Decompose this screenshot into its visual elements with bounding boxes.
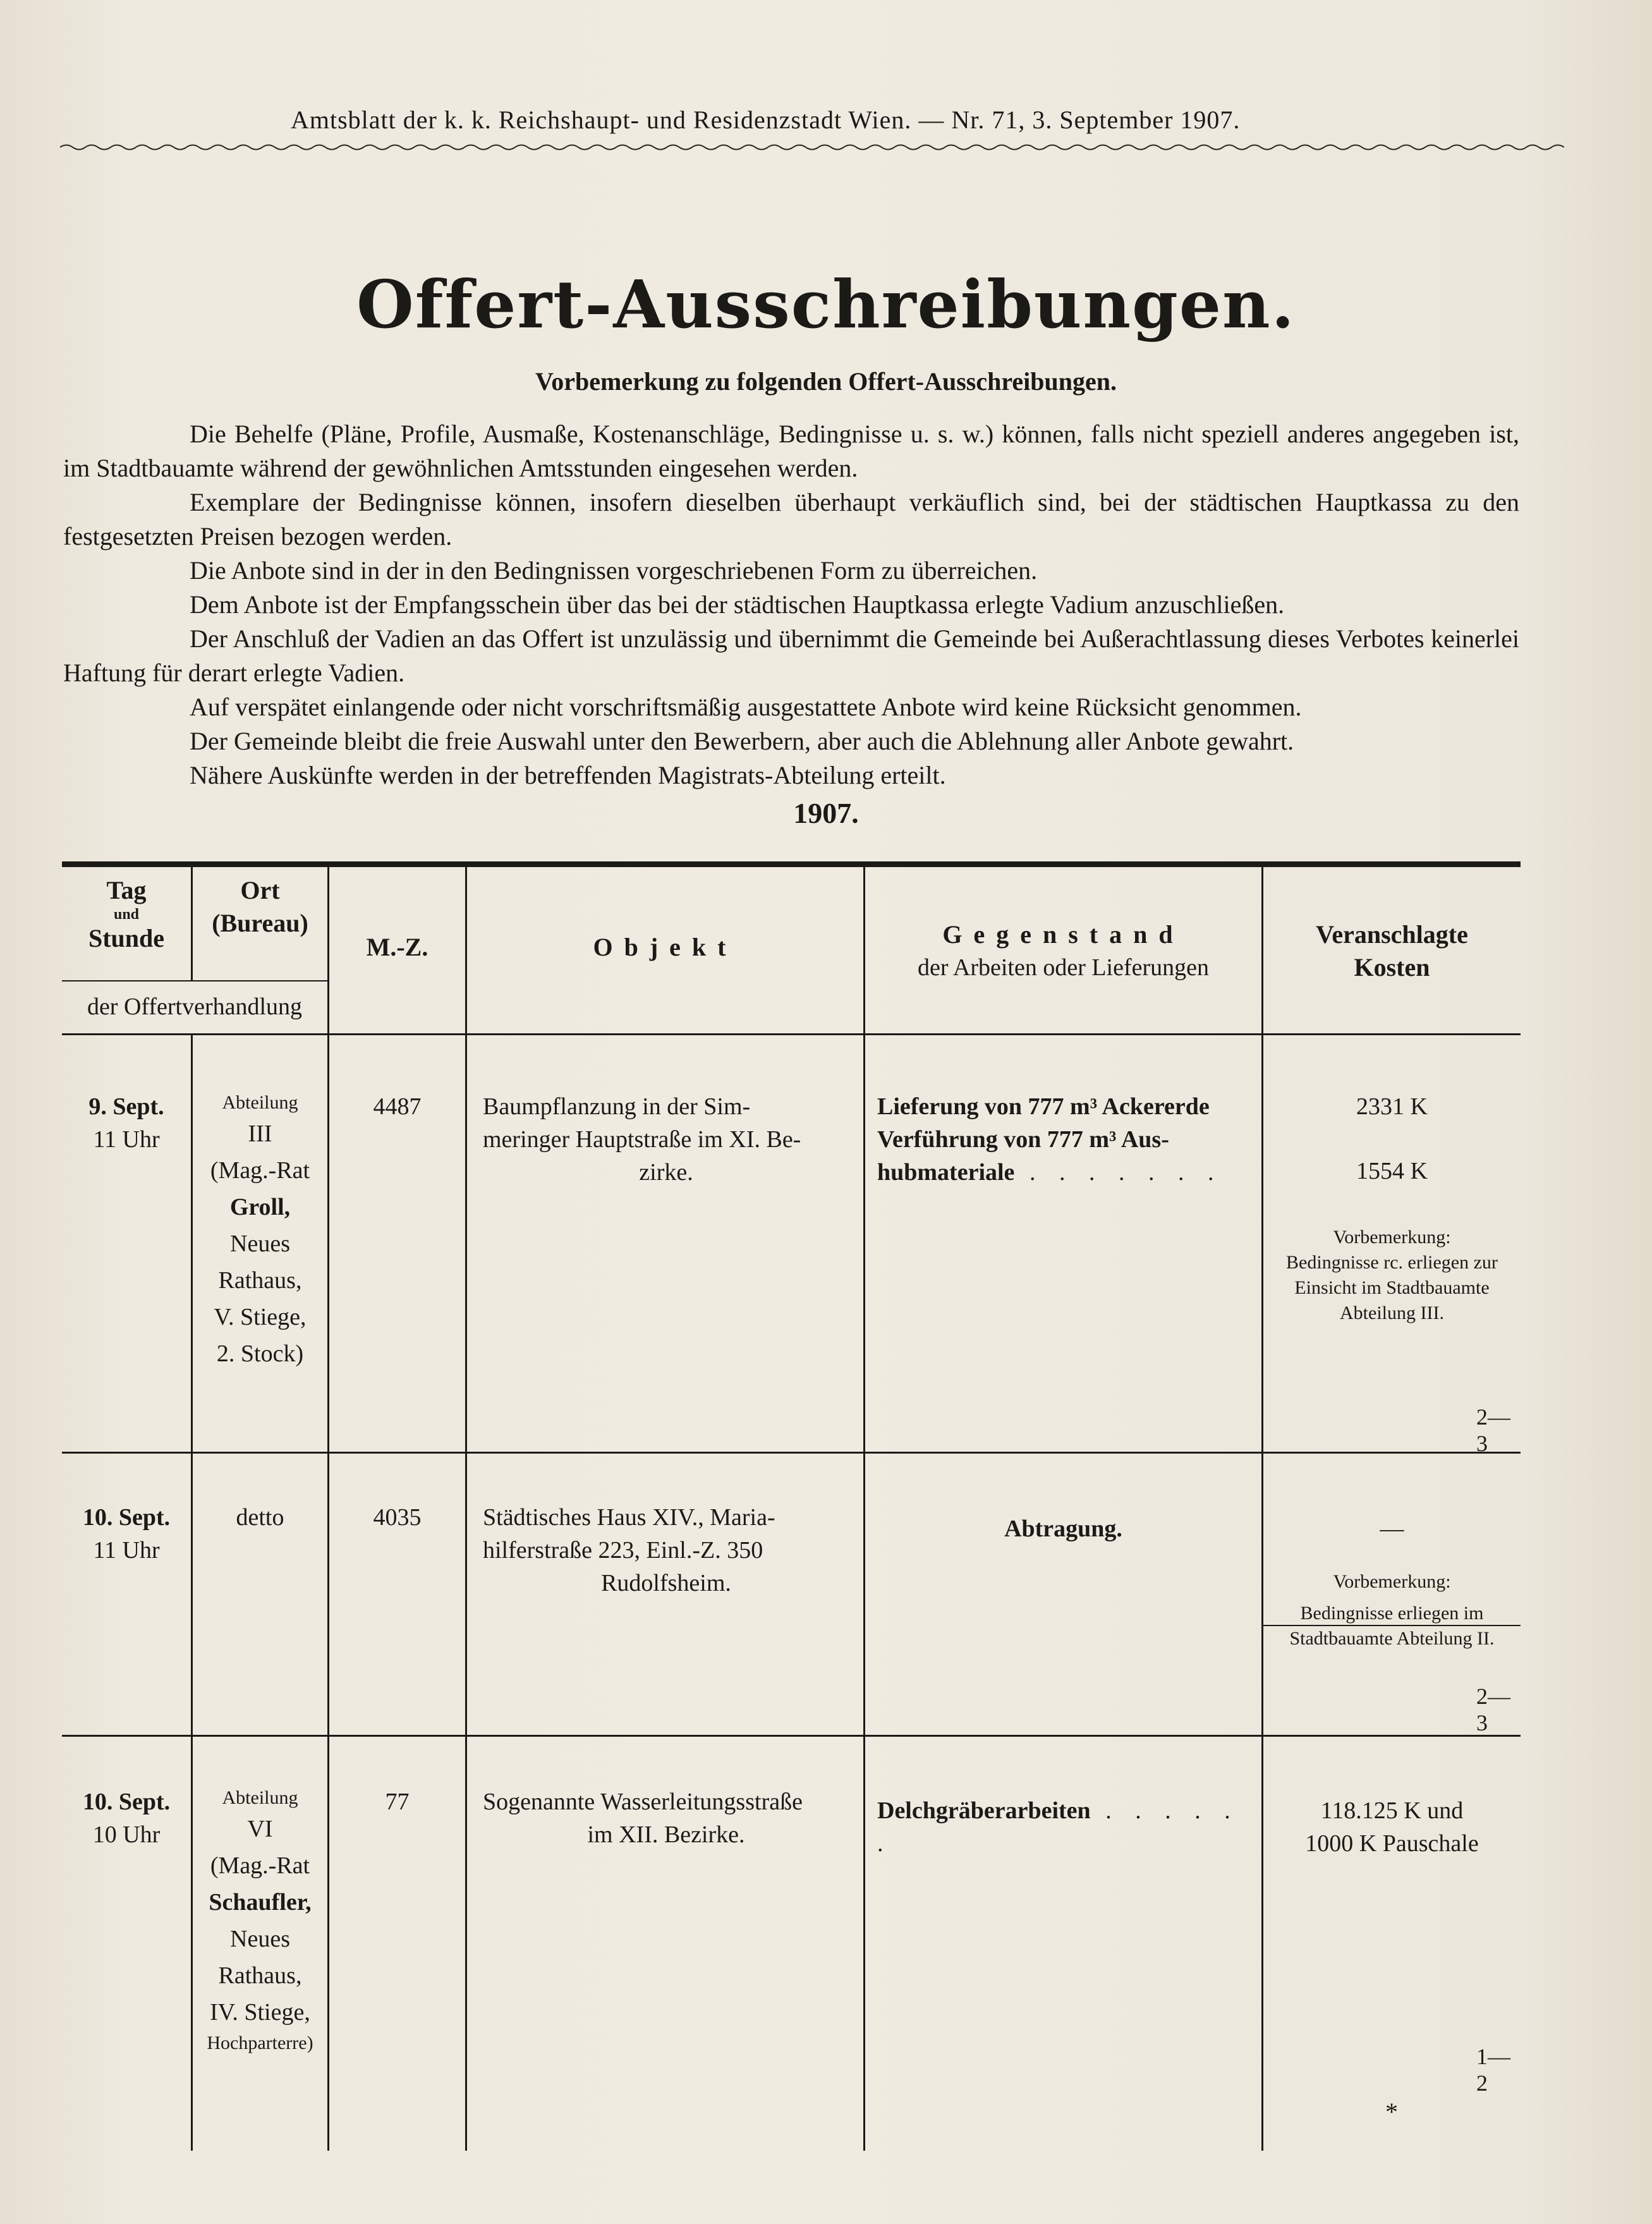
header-objekt: Objekt bbox=[593, 933, 738, 961]
objekt-line: Rudolfsheim. bbox=[601, 1570, 731, 1596]
ort-line: 2. Stock) bbox=[216, 1340, 304, 1367]
ort-line: Schaufler, bbox=[209, 1889, 312, 1916]
intro-paragraph: Die Behelfe (Pläne, Profile, Ausmaße, Kostenanschläge, Bedingnisse u. s. w.) können, falls nicht speziell anderes angegeben ist, im Stadtbauamte während der gewöhnlichen Amtsstunden eingesehen werden. bbox=[63, 420, 1519, 482]
page-subtitle: Vorbemerkung zu folgenden Offert-Ausschreibungen. bbox=[535, 367, 1117, 396]
table-row-note bbox=[1263, 1225, 1521, 1326]
row-date: 9. Sept. bbox=[88, 1093, 164, 1120]
intro-paragraph: Nähere Auskünfte werden in der betreffenden Magistrats-Abteilung erteilt. bbox=[190, 761, 946, 789]
gegenstand-text: hubmateriale bbox=[877, 1159, 1015, 1186]
header-mz: M.-Z. bbox=[366, 933, 428, 961]
header-und: und bbox=[113, 906, 140, 923]
header-tag: Tag bbox=[106, 876, 147, 904]
header-ort bbox=[193, 874, 327, 940]
header-kosten-label-2: Kosten bbox=[1354, 953, 1430, 981]
row-time: 11 Uhr bbox=[93, 1126, 160, 1153]
ort-line: Hochparterre) bbox=[207, 2033, 313, 2053]
note-line: Bedingnisse erliegen im bbox=[1300, 1603, 1484, 1624]
header-offertverhandlung: der Offertverhandlung bbox=[87, 994, 303, 1020]
shared-header-rule bbox=[62, 980, 327, 981]
row-divider bbox=[62, 1735, 1521, 1737]
row-date: 10. Sept. bbox=[82, 1789, 171, 1815]
intro-paragraph: Die Anbote sind in der in den Bedingnissen vorgeschriebenen Form zu überreichen. bbox=[190, 556, 1038, 585]
ort-line: Rathaus, bbox=[218, 1962, 302, 1989]
note-line: Bedingnisse rc. erliegen zur bbox=[1286, 1252, 1498, 1273]
table-row-kosten bbox=[1263, 1794, 1521, 1860]
ort-line: III bbox=[248, 1121, 272, 1147]
column-divider bbox=[465, 867, 467, 2151]
row-divider bbox=[62, 1452, 1521, 1454]
table-row-ort: detto bbox=[236, 1504, 284, 1531]
header-stunde: Stunde bbox=[88, 924, 165, 952]
running-header: Amtsblatt der k. k. Reichshaupt- und Residenzstadt Wien. — Nr. 71, 3. September 1907. bbox=[291, 106, 1241, 134]
gegenstand-text: Delchgräberarbeiten bbox=[877, 1797, 1091, 1824]
objekt-line: Städtisches Haus XIV., Maria- bbox=[483, 1504, 775, 1531]
ort-line: (Mag.-Rat bbox=[210, 1852, 310, 1879]
intro-paragraph: Der Anschluß der Vadien an das Offert ist unzulässig und übernimmt die Gemeinde bei Außerachtlassung dieses Verbotes keinerlei Haftung für derart erlegte Vadien. bbox=[63, 624, 1519, 687]
intro-text bbox=[63, 417, 1519, 793]
ort-line: VI bbox=[247, 1816, 273, 1842]
column-divider bbox=[863, 867, 865, 2151]
header-gegenstand bbox=[865, 918, 1261, 984]
table-row-objekt bbox=[483, 1785, 849, 1851]
row-reference: 2—3 bbox=[1476, 1684, 1510, 1735]
ort-line: Rathaus, bbox=[218, 1267, 302, 1294]
note-line: Abteilung III. bbox=[1340, 1303, 1444, 1323]
kosten-value: 2331 K bbox=[1356, 1093, 1428, 1120]
column-divider bbox=[1261, 867, 1263, 2151]
header-gegenstand-sub: der Arbeiten oder Lieferungen bbox=[917, 954, 1210, 981]
row-time: 10 Uhr bbox=[92, 1821, 161, 1848]
table-row-gegenstand bbox=[877, 1090, 1256, 1189]
table-row-kosten: — bbox=[1380, 1516, 1404, 1542]
intro-paragraph: Dem Anbote ist der Empfangsschein über das bei der städtischen Hauptkassa erlegte Vadium anzuschließen. bbox=[190, 590, 1285, 619]
ort-line: Neues bbox=[230, 1230, 290, 1257]
ort-line: (Mag.-Rat bbox=[210, 1157, 310, 1184]
table-row-kosten bbox=[1263, 1090, 1521, 1188]
intro-paragraph: Exemplare der Bedingnisse können, insofern dieselben überhaupt verkäuflich sind, bei der städtischen Hauptkassa zu den festgesetzten Preisen bezogen werden. bbox=[63, 488, 1519, 550]
offer-table bbox=[62, 861, 1521, 2151]
kosten-value: 118.125 K und bbox=[1320, 1797, 1464, 1824]
gegenstand-line: Lieferung von 777 m³ Ackererde bbox=[877, 1093, 1210, 1120]
table-top-rule bbox=[62, 861, 1521, 867]
table-row-mz: 4035 bbox=[373, 1504, 422, 1531]
table-row-objekt bbox=[483, 1501, 849, 1600]
objekt-line: Sogenannte Wasserleitungsstraße bbox=[483, 1789, 803, 1815]
row-reference: 2—3 bbox=[1476, 1404, 1510, 1456]
ort-line: Groll, bbox=[229, 1194, 291, 1220]
header-kosten-label-1: Veranschlagte bbox=[1316, 920, 1468, 949]
footer-mark: * bbox=[1385, 2098, 1398, 2126]
table-row-gegenstand: Abtragung. bbox=[1004, 1516, 1122, 1542]
gegenstand-line: hubmateriale . . . . . . . bbox=[877, 1159, 1223, 1186]
objekt-line: Baumpflanzung in der Sim- bbox=[483, 1093, 751, 1120]
kosten-value: 1554 K bbox=[1356, 1158, 1428, 1184]
ort-line: IV. Stiege, bbox=[210, 1999, 310, 2026]
note-title: Vorbemerkung: bbox=[1333, 1227, 1451, 1248]
table-row-ort bbox=[193, 1090, 327, 1372]
ort-line: Neues bbox=[230, 1926, 290, 1952]
page-title: Offert-Ausschreibungen. bbox=[356, 265, 1296, 343]
ort-line: Abteilung bbox=[222, 1092, 298, 1113]
header-bureau-label: (Bureau) bbox=[212, 909, 308, 937]
table-row-mz: 77 bbox=[385, 1789, 410, 1815]
table-row-note bbox=[1263, 1569, 1521, 1651]
year-heading: 1907. bbox=[793, 797, 859, 829]
objekt-line: im XII. Bezirke. bbox=[587, 1821, 745, 1848]
table-row-mz: 4487 bbox=[373, 1093, 422, 1120]
ort-line: V. Stiege, bbox=[214, 1304, 307, 1330]
ort-line: Abteilung bbox=[222, 1787, 298, 1808]
note-line: Stadtbauamte Abteilung II. bbox=[1289, 1628, 1495, 1649]
note-line: Einsicht im Stadtbauamte bbox=[1294, 1277, 1490, 1298]
table-row-gegenstand: Delchgräberarbeiten . . . . . . bbox=[877, 1797, 1239, 1857]
wavy-rule bbox=[60, 143, 1564, 152]
note-title: Vorbemerkung: bbox=[1333, 1571, 1451, 1592]
header-kosten bbox=[1263, 918, 1521, 984]
table-row-objekt bbox=[483, 1090, 849, 1189]
table-row-date bbox=[62, 1501, 191, 1567]
intro-paragraph: Der Gemeinde bleibt die freie Auswahl unter den Bewerbern, aber auch die Ablehnung aller Anbote gewahrt. bbox=[190, 727, 1294, 755]
row-date: 10. Sept. bbox=[82, 1504, 171, 1531]
objekt-line: meringer Hauptstraße im XI. Be- bbox=[483, 1126, 801, 1153]
table-header-rule bbox=[62, 1033, 1521, 1035]
header-tag-stunde bbox=[62, 874, 191, 955]
row-time: 11 Uhr bbox=[93, 1537, 160, 1564]
row-reference: 1—2 bbox=[1476, 2044, 1510, 2096]
gegenstand-line: Verführung von 777 m³ Aus- bbox=[877, 1126, 1169, 1153]
table-row-date bbox=[62, 1090, 191, 1156]
intro-paragraph: Auf verspätet einlangende oder nicht vorschriftsmäßig ausgestattete Anbote wird keine Rücksicht genommen. bbox=[190, 693, 1302, 721]
header-gegenstand-label: Gegenstand bbox=[942, 920, 1184, 949]
header-ort-label: Ort bbox=[240, 876, 280, 904]
table-row-ort bbox=[193, 1785, 327, 2056]
table-row-date bbox=[62, 1785, 191, 1851]
objekt-line: zirke. bbox=[639, 1159, 693, 1186]
kosten-value: 1000 K Pauschale bbox=[1305, 1830, 1479, 1857]
objekt-line: hilferstraße 223, Einl.-Z. 350 bbox=[483, 1537, 763, 1564]
